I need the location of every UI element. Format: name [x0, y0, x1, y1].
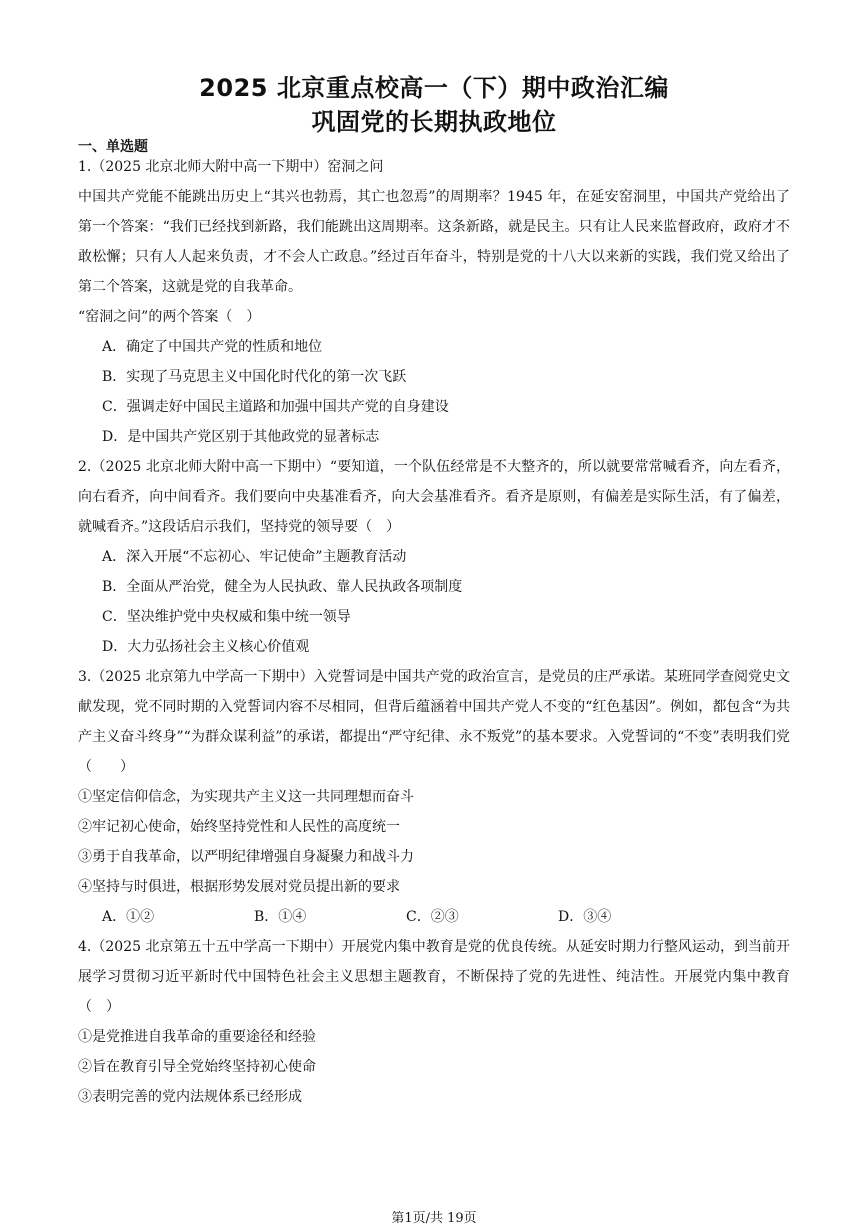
- page-number-footer: 第1页/共 19页: [391, 1211, 477, 1226]
- option-d[interactable]: D．③④: [558, 909, 612, 925]
- question-2: [78, 452, 790, 662]
- question-prompt: “窑洞之问”的两个答案（ ）: [78, 309, 261, 325]
- option-a[interactable]: A．深入开展“不忘初心、牢记使命”主题教育活动: [102, 549, 407, 565]
- section-heading: 一、单选题: [78, 139, 148, 155]
- option-b[interactable]: B．实现了马克思主义中国化时代化的第一次飞跃: [102, 369, 407, 385]
- statement-item: ①是党推进自我革命的重要途径和经验: [78, 1029, 316, 1045]
- option-a[interactable]: A．确定了中国共产党的性质和地位: [102, 339, 323, 355]
- option-row: [78, 902, 790, 932]
- option-b[interactable]: B．①④: [254, 909, 307, 925]
- statement-item: ④坚持与时俱进，根据形势发展对党员提出新的要求: [78, 879, 400, 895]
- document-subtitle: 巩固党的长期执政地位: [311, 108, 557, 136]
- statement-item: ③勇于自我革命，以严明纪律增强自身凝聚力和战斗力: [78, 849, 414, 865]
- statement-item: ②牢记初心使命，始终坚持党性和人民性的高度统一: [78, 819, 400, 835]
- question-1: [78, 152, 790, 452]
- option-c[interactable]: C．强调走好中国民主道路和加强中国共产党的自身建设: [102, 399, 449, 415]
- option-d[interactable]: D．是中国共产党区别于其他政党的显著标志: [102, 429, 380, 445]
- question-stem: 1.（2025 北京北师大附中高一下期中）窑洞之问: [78, 159, 384, 175]
- question-stem: 3.（2025 北京第九中学高一下期中）入党誓词是中国共产党的政治宣言，是党员的庄严承诺。某班同学查阅党史文献发现，党不同时期的入党誓词内容不尽相同，但背后蕴涵着中国共产党人不变的“红色基因”。例如，都包含“为共产主义奋斗终身”“为群众谋利益”的承诺，都提出“严守纪律、永不叛党”的基本要求。入党誓词的“不变”表明我们党（ ）: [78, 669, 790, 775]
- question-4: [78, 932, 790, 1112]
- question-3: [78, 662, 790, 932]
- option-a[interactable]: A．①②: [102, 909, 155, 925]
- question-stem: 2.（2025 北京北师大附中高一下期中）“要知道，一个队伍经常是不大整齐的，所以就要常常喊看齐，向左看齐，向右看齐，向中间看齐。我们要向中央基准看齐，向大会基准看齐。看齐是原则，有偏差是实际生活，有了偏差，就喊看齐。”这段话启示我们，坚持党的领导要（ ）: [78, 459, 790, 535]
- question-passage: 中国共产党能不能跳出历史上“其兴也勃焉，其亡也忽焉”的周期率？1945 年，在延安窑洞里，中国共产党给出了第一个答案：“我们已经找到新路，我们能跳出这周期率。这条新路，就是民主。只有让人民来监督政府，政府才不敢松懈；只有人人起来负责，才不会人亡政息。”经过百年奋斗，特别是党的十八大以来新的实践，我们党又给出了第二个答案，这就是党的自我革命。: [78, 189, 790, 295]
- option-c[interactable]: C．②③: [406, 909, 459, 925]
- document-title: 2025 北京重点校高一（下）期中政治汇编: [199, 74, 669, 102]
- statement-item: ③表明完善的党内法规体系已经形成: [78, 1089, 302, 1105]
- statement-item: ②旨在教育引导全党始终坚持初心使命: [78, 1059, 316, 1075]
- statement-item: ①坚定信仰信念，为实现共产主义这一共同理想而奋斗: [78, 789, 414, 805]
- option-d[interactable]: D．大力弘扬社会主义核心价值观: [102, 639, 310, 655]
- option-c[interactable]: C．坚决维护党中央权威和集中统一领导: [102, 609, 351, 625]
- question-list: [78, 152, 790, 1112]
- option-b[interactable]: B．全面从严治党，健全为人民执政、靠人民执政各项制度: [102, 579, 463, 595]
- question-stem: 4.（2025 北京第五十五中学高一下期中）开展党内集中教育是党的优良传统。从延安时期力行整风运动，到当前开展学习贯彻习近平新时代中国特色社会主义思想主题教育，不断保持了党的先进性、纯洁性。开展党内集中教育（ ）: [78, 939, 790, 1015]
